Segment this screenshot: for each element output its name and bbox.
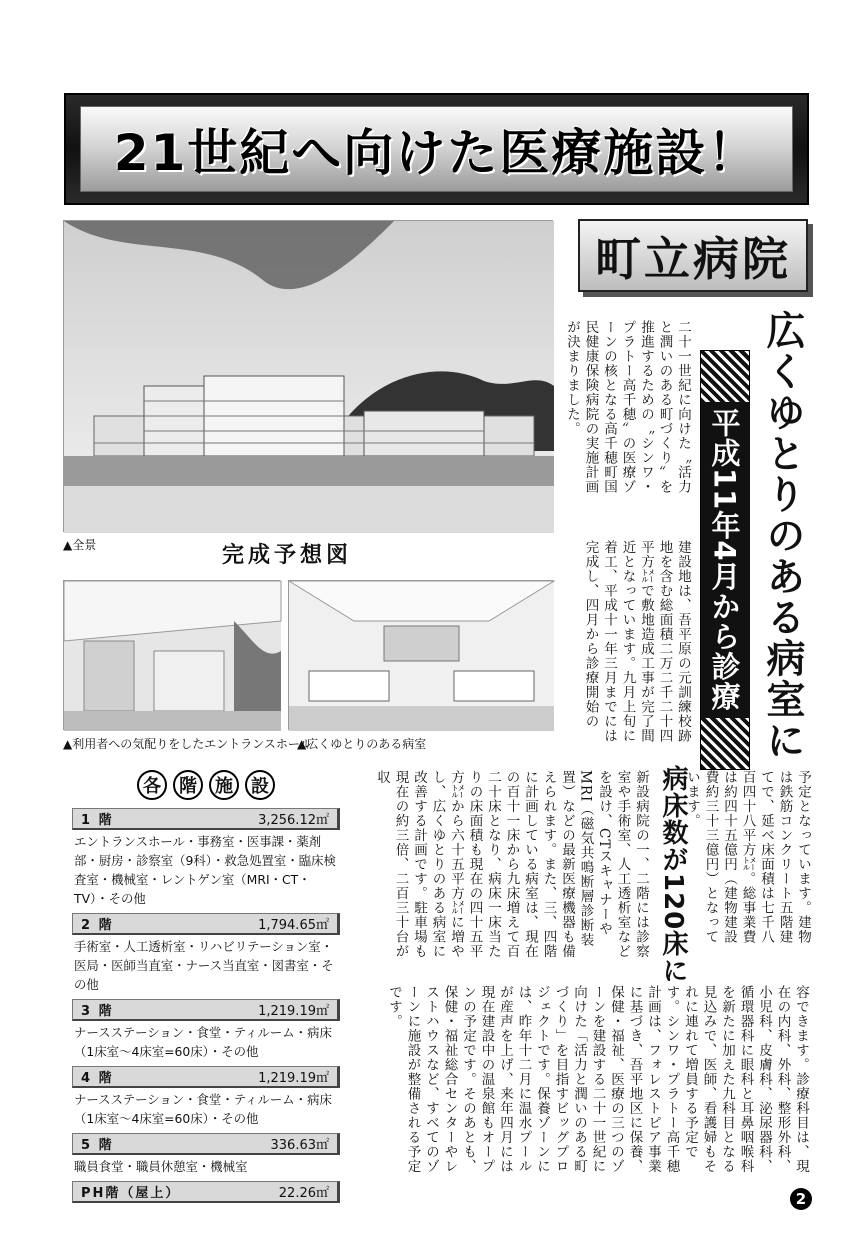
floor-rooms: エントランスホール・事務室・医事課・薬剤部・厨房・診察室（9科）・救急処置室・臨床検査室・機械室・レントゲン室（MRI・CT・TV）・その他 bbox=[74, 834, 336, 906]
hospital-name-box bbox=[578, 219, 808, 292]
floor-header bbox=[72, 913, 340, 935]
subheadline-band bbox=[700, 350, 750, 770]
floor-header bbox=[72, 808, 340, 830]
floor-area: 3,256.12㎡ bbox=[258, 813, 329, 828]
floor-entry bbox=[72, 808, 340, 908]
panorama-image bbox=[63, 220, 553, 532]
panorama-caption: ▲全景 bbox=[63, 538, 97, 552]
floor-facilities-title bbox=[72, 770, 340, 800]
floor-facilities bbox=[72, 770, 340, 1208]
floor-area: 1,219.19㎡ bbox=[258, 1004, 329, 1019]
floor-header bbox=[72, 1066, 340, 1088]
headline: 広くゆとりのある病室に bbox=[760, 310, 806, 761]
article-column-3: 予定となっています。建物は鉄筋コンクリート五階建てで、延べ床面積は七千八百四十八平方㍍。総事業費は約四十五億円（建物建設費約三十三億円）となっています。 bbox=[684, 770, 811, 944]
floor-entry bbox=[72, 999, 340, 1061]
floor-title-char: 各 bbox=[137, 770, 167, 800]
ward-caption: ▲広くゆとりのある病室 bbox=[297, 737, 427, 751]
floor-header bbox=[72, 1133, 340, 1155]
ward-image bbox=[288, 580, 553, 730]
article-column-4: 新設病院の一、二階には診察室や手術室、人工透析室などを設け、CTスキャナーやMRI（磁気共鳴断層診断装置）などの最新医療機器も備えられます。また、三、四階に計画している病室は、現在の百十一床から九床増えて百二十床となり、病床一床当たりの床面積も現在の四十五平方㍍から六十五平方㍍に増やし、広くゆとりのある病室に改善する計画です。駐車場も現在の約三倍、二百三十台が収 bbox=[374, 770, 649, 959]
floor-rooms: 職員食堂・職員休憩室・機械室 bbox=[74, 1159, 248, 1174]
entrance-caption: ▲利用者への気配りをしたエントランスホール bbox=[63, 737, 312, 751]
page-number: 2 bbox=[790, 1188, 812, 1210]
floor-rooms: ナースステーション・食堂・ティルーム・病床（1床室〜4床室=60床）・その他 bbox=[74, 1025, 332, 1059]
title-banner bbox=[64, 93, 809, 205]
floor-title-char: 施 bbox=[209, 770, 239, 800]
subheadline: 平成11年4月から診療 bbox=[701, 402, 750, 718]
title-banner-inner bbox=[80, 106, 793, 192]
floor-area: 336.63㎡ bbox=[270, 1138, 329, 1153]
floor-title-char: 階 bbox=[173, 770, 203, 800]
floor-label: 4 階 bbox=[81, 1071, 114, 1086]
hospital-name: 町立病院 bbox=[595, 231, 791, 286]
floor-label: 1 階 bbox=[81, 813, 114, 828]
floor-rooms: 手術室・人工透析室・リハビリテーション室・医局・医師当直室・ナース当直室・図書室・その他 bbox=[74, 939, 334, 992]
floor-header bbox=[72, 1181, 340, 1203]
article-column-2: 建設地は、吾平原の元訓練校跡地を含む総面積二万二千二十四平方㍍で敷地造成工事が完了間近となっています。九月上旬に着工、平成十一年三月までには完成し、四月から診療開始の bbox=[582, 540, 691, 743]
floor-header bbox=[72, 999, 340, 1021]
floor-entry bbox=[72, 913, 340, 994]
entrance-image bbox=[63, 580, 280, 730]
floor-entry bbox=[72, 1133, 340, 1176]
floor-label: 3 階 bbox=[81, 1004, 114, 1019]
floor-area: 1,794.65㎡ bbox=[258, 918, 329, 933]
render-title: 完成予想図 bbox=[222, 543, 353, 568]
article-column-5: 容できます。診療科目は、現在の内科、外科、整形外科、小児科、皮膚科、泌尿器科、循環器科に眼科と耳鼻咽喉科を新たに加えた九科目となる見込みで、医師、看護婦もそれに連れて増員する予定です。シンワ・プラトー高千穂計画は、フォレストピア事業に基づき、吾平地区に保養、保健・福祉、医療の三つのゾーンを建設する二十一世紀に向けた「活力と潤いのある町づくり」を目指すビッグプロジェクトです。保養ゾーンには、昨年十二月に温水プールが産声を上げ、来年四月には現在建設中の温泉館もオープンの予定です。そのあとも、保健・福祉総合センターやレストハウスなど、すべてのゾーンに施設が整備される予定です。 bbox=[386, 985, 809, 1174]
floor-rooms: ナースステーション・食堂・ティルーム・病床（1床室〜4床室=60床）・その他 bbox=[74, 1092, 332, 1126]
floor-label: PH階（屋上） bbox=[81, 1186, 181, 1201]
floor-entry bbox=[72, 1181, 340, 1203]
floor-label: 5 階 bbox=[81, 1138, 114, 1153]
floor-area: 1,219.19㎡ bbox=[258, 1071, 329, 1086]
article-column-1: 二十一世紀に向けた〝活力と潤いのある町づくり〟を推進するための〝シンワ・プラトー高千穂〟の医療ゾーンの核となる高千穂町国民健康保険病院の実施計画が決まりました。 bbox=[564, 320, 691, 494]
floor-title-char: 設 bbox=[245, 770, 275, 800]
floor-area: 22.26㎡ bbox=[278, 1186, 329, 1201]
bed-heading: 病床数が120床に bbox=[658, 765, 688, 985]
page-title: 21世紀へ向けた医療施設！ bbox=[113, 124, 760, 182]
floor-label: 2 階 bbox=[81, 918, 114, 933]
floor-entry bbox=[72, 1066, 340, 1128]
